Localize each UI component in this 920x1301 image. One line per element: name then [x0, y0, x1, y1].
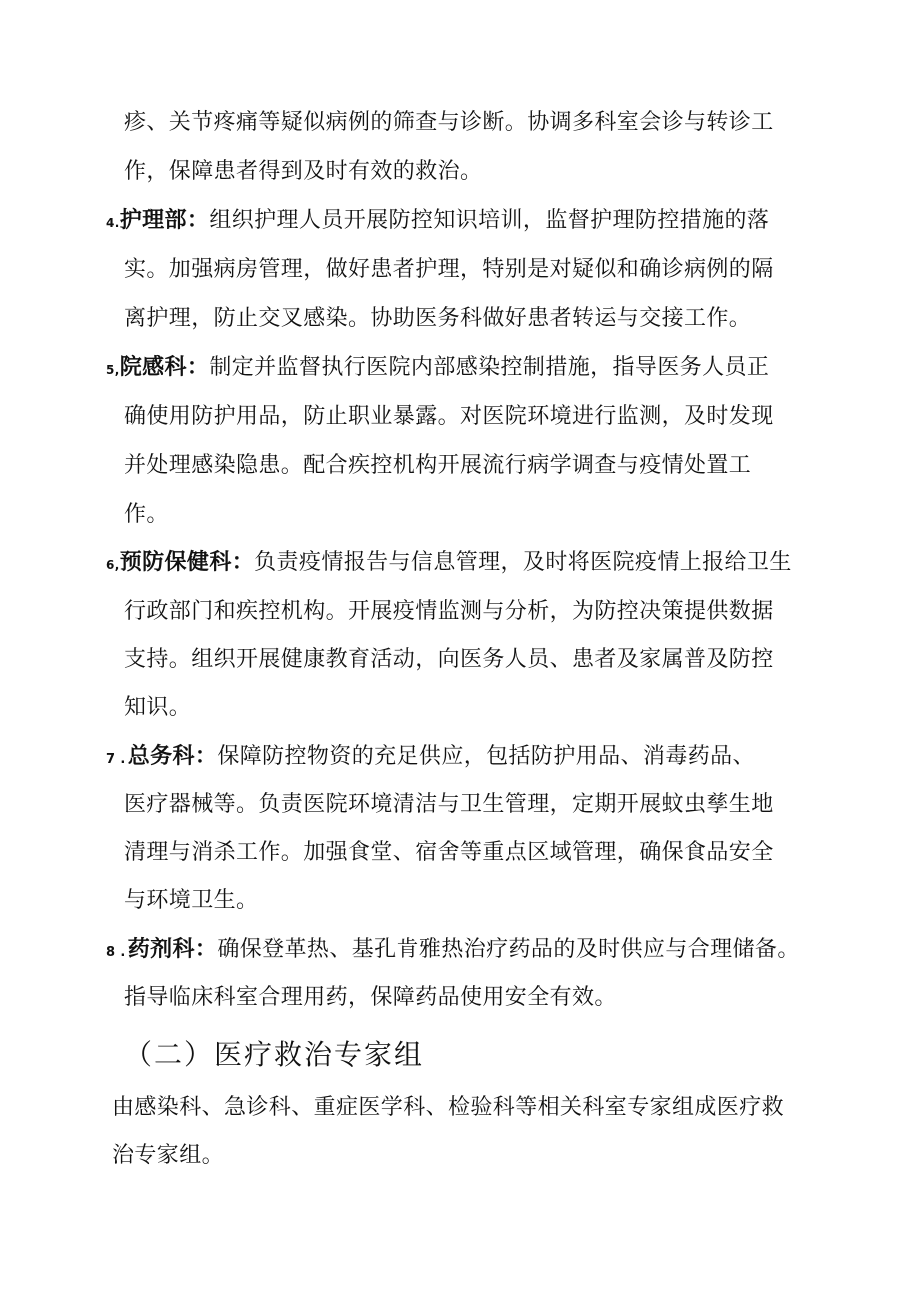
item-6-first-text: 负责疫情报告与信息管理，及时将医院疫情上报给卫生	[254, 550, 792, 575]
item-8-first-line	[106, 935, 800, 968]
item-7-first-line	[106, 742, 755, 775]
item-6-line-3: 支持。组织开展健康教育活动，向医务人员、患者及家属普及防控	[124, 647, 774, 672]
item-4-term: 护理部：	[119, 208, 210, 233]
item-7-number: 7 .	[106, 752, 126, 767]
item-5-first-line	[106, 353, 769, 385]
section-line-2: 治专家组。	[112, 1143, 225, 1168]
item-4-line-3: 离护理，防止交叉感染。协助医务科做好患者转运与交接工作。	[124, 306, 752, 331]
item-4-first-text: 组织护理人员开展防控知识培训，监督护理防控措施的落	[209, 208, 770, 233]
item-8-number: 8 .	[106, 945, 126, 960]
section-line-1: 由感染科、急诊科、重症医学科、检验科等相关科室专家组成医疗救	[112, 1095, 785, 1120]
item-7-first-text: 保障防控物资的充足供应，包括防护用品、消毒药品、	[217, 744, 755, 769]
item-7-line-3: 清理与消杀工作。加强食堂、宿舍等重点区域管理，确保食品安全	[124, 840, 774, 865]
item-6-number: 6,	[106, 558, 120, 572]
item-5-number: 5,	[106, 363, 120, 377]
item-5-line-4: 作。	[124, 502, 169, 527]
item-4-first-line	[106, 206, 769, 238]
item-5-first-text: 制定并监督执行医院内部感染控制措施，指导医务人员正	[209, 355, 770, 380]
item-7-line-4: 与环境卫生。	[124, 888, 259, 913]
item-6-line-4: 知识。	[124, 695, 192, 720]
item-8-line-2: 指导临床科室合理用药，保障药品使用安全有效。	[124, 985, 617, 1010]
item-5-line-2: 确使用防护用品，防止职业暴露。对医院环境进行监测，及时发现	[124, 404, 774, 429]
item-4-number: 4.	[106, 216, 120, 230]
item-3-line-2: 作，保障患者得到及时有效的救治。	[124, 159, 483, 184]
section-heading: （二）医疗救治专家组	[124, 1038, 425, 1071]
item-3-line-1: 疹、关节疼痛等疑似病例的筛查与诊断。协调多科室会诊与转诊工	[124, 110, 774, 135]
item-7-term: 总务科：	[127, 744, 218, 769]
item-7-line-2: 医疗器械等。负责医院环境清洁与卫生管理，定期开展蚊虫孳生地	[124, 792, 774, 817]
item-5-term: 院感科：	[119, 355, 210, 380]
item-6-first-line	[106, 548, 792, 580]
item-4-line-2: 实。加强病房管理，做好患者护理，特别是对疑似和确诊病例的隔	[124, 257, 774, 282]
item-5-line-3: 并处理感染隐患。配合疾控机构开展流行病学调查与疫情处置工	[124, 453, 752, 478]
item-8-term: 药剂科：	[127, 937, 218, 962]
item-6-line-2: 行政部门和疾控机构。开展疫情监测与分析，为防控决策提供数据	[124, 599, 774, 624]
item-6-term: 预防保健科：	[119, 550, 255, 575]
item-8-first-text: 确保登革热、基孔肯雅热治疗药品的及时供应与合理储备。	[217, 937, 800, 962]
